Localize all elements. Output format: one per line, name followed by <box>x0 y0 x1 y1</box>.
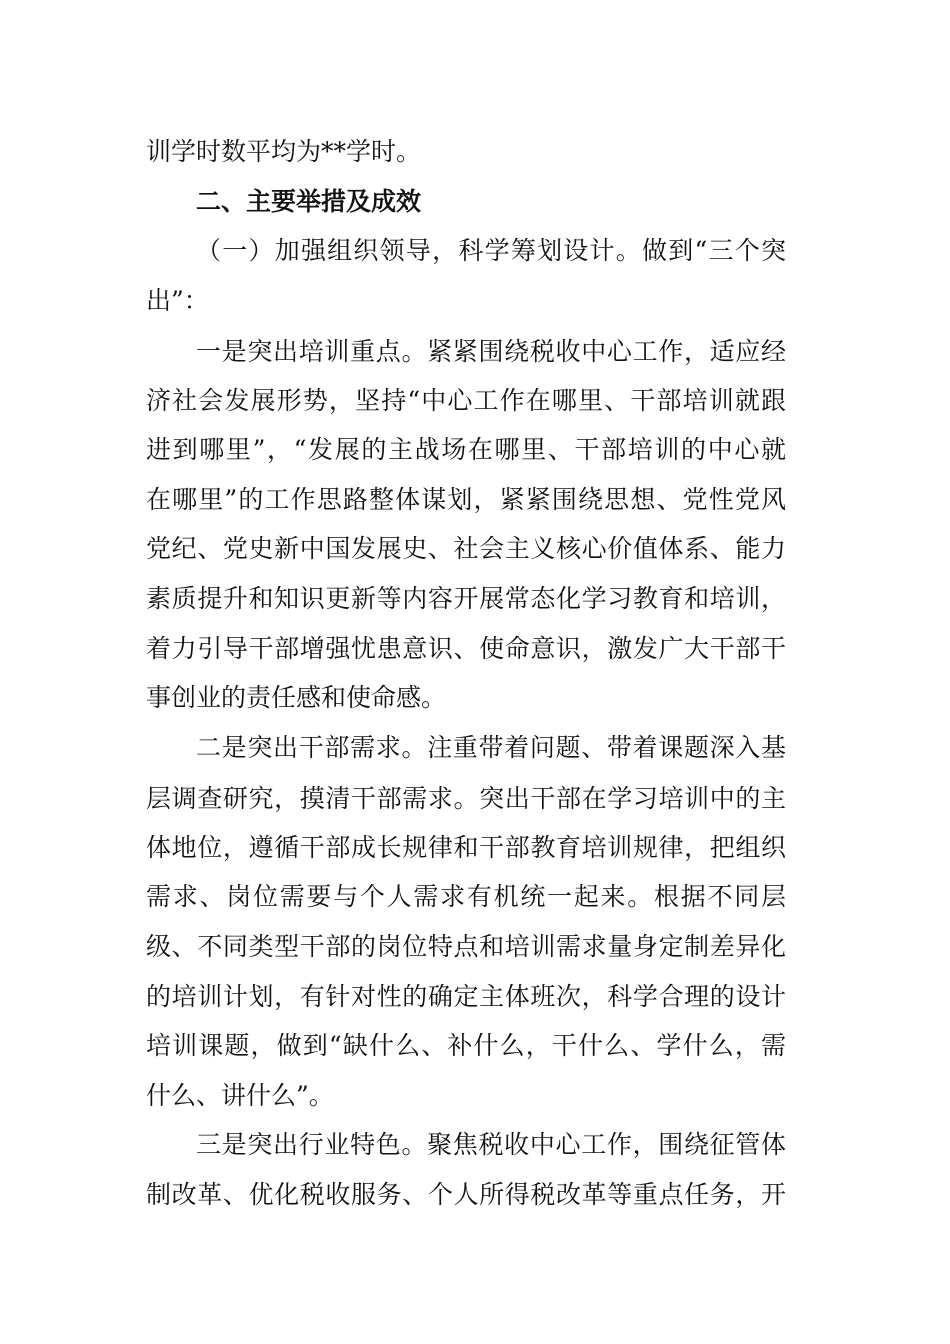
paragraph-1-line-6: 素质提升和知识更新等内容开展常态化学习教育和培训， <box>146 584 786 613</box>
subsection-heading-line-1: （一）加强组织领导，科学筹划设计。做到“三个突 <box>196 236 786 265</box>
subsection-heading-line-2: 出”： <box>146 286 209 315</box>
paragraph-2-line-5: 级、不同类型干部的岗位特点和培训需求量身定制差异化 <box>146 932 786 961</box>
paragraph-2-line-4: 需求、岗位需要与个人需求有机统一起来。根据不同层 <box>146 882 786 911</box>
paragraph-1-line-4: 在哪里”的工作思路整体谋划，紧紧围绕思想、党性党风 <box>146 485 786 514</box>
paragraph-2-line-6: 的培训计划，有针对性的确定主体班次，科学合理的设计 <box>146 982 786 1011</box>
paragraph-3-line-1: 三是突出行业特色。聚焦税收中心工作，围绕征管体 <box>196 1130 786 1159</box>
paragraph-1-line-8: 事创业的责任感和使命感。 <box>146 683 447 712</box>
paragraph-1-line-1: 一是突出培训重点。紧紧围绕税收中心工作，适应经 <box>196 337 786 366</box>
paragraph-2-line-3: 体地位，遵循干部成长规律和干部教育培训规律，把组织 <box>146 833 786 862</box>
paragraph-2-line-7: 培训课题，做到“缺什么、补什么，干什么、学什么，需 <box>146 1031 786 1060</box>
continuation-line: 训学时数平均为**学时。 <box>146 137 422 166</box>
paragraph-1-line-5: 党纪、党史新中国发展史、社会主义核心价值体系、能力 <box>146 534 786 563</box>
paragraph-3-line-2: 制改革、优化税收服务、个人所得税改革等重点任务，开 <box>146 1180 786 1209</box>
paragraph-1-line-2: 济社会发展形势，坚持“中心工作在哪里、干部培训就跟 <box>146 386 786 415</box>
section-heading: 二、主要举措及成效 <box>196 187 422 216</box>
paragraph-1-line-3: 进到哪里”，“发展的主战场在哪里、干部培训的中心就 <box>146 435 786 464</box>
paragraph-2-line-2: 层调查研究，摸清干部需求。突出干部在学习培训中的主 <box>146 784 786 813</box>
paragraph-2-line-1: 二是突出干部需求。注重带着问题、带着课题深入基 <box>196 733 786 762</box>
paragraph-2-line-8: 什么、讲什么”。 <box>146 1081 334 1110</box>
paragraph-1-line-7: 着力引导干部增强忧患意识、使命意识，激发广大干部干 <box>146 634 786 663</box>
